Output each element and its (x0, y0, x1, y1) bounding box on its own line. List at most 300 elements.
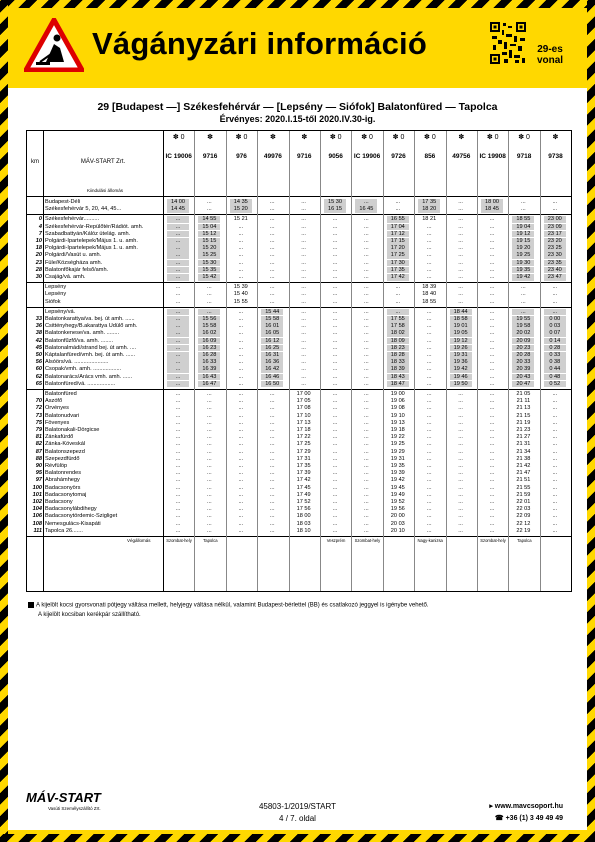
time-cell: ... (269, 252, 275, 259)
time-cell: ... (269, 448, 275, 455)
train-service-icons: ✽ 0 (392, 134, 405, 141)
time-cell: ... (489, 484, 495, 491)
time-cell: ... (458, 259, 463, 266)
time-cell: ... (207, 427, 212, 433)
time-cell: ... (301, 259, 306, 266)
table-row (27, 238, 571, 245)
time-cell: ... (238, 238, 244, 244)
time-cell: ... (458, 520, 463, 527)
time-cell: ... (238, 520, 244, 527)
time-cell: 17 39 (296, 470, 311, 477)
time-cell: ... (364, 337, 369, 344)
time-cell: ... (238, 359, 244, 366)
table-row (27, 316, 571, 323)
station-name: Székesfehérvár.......... (45, 216, 100, 223)
table-row (27, 284, 571, 291)
time-cell: ... (458, 298, 463, 305)
time-cell: ... (167, 216, 189, 223)
page-number: 4 / 7. oldal (279, 814, 316, 823)
time-cell: ... (238, 412, 244, 419)
time-cell: ... (489, 230, 495, 237)
time-cell: ... (364, 527, 369, 534)
time-cell: ... (489, 513, 495, 520)
time-cell: ... (364, 216, 369, 223)
time-cell: 15 21 (233, 216, 248, 223)
km-cell: 111 (33, 527, 42, 534)
time-cell: ... (175, 284, 181, 291)
km-cell: 28 (35, 266, 42, 273)
time-cell: 21 19 (516, 419, 531, 426)
time-cell: ... (207, 520, 212, 527)
time-cell: ... (364, 398, 369, 405)
time-cell: ... (175, 441, 181, 448)
time-cell: ... (395, 284, 401, 291)
time-cell: 15 39 (233, 284, 248, 291)
time-cell: 21 13 (516, 405, 531, 412)
time-cell: ... (364, 484, 369, 491)
time-cell: ... (364, 491, 369, 498)
time-cell: ... (332, 373, 338, 380)
time-cell: ... (458, 463, 463, 469)
station-name: Budapest-Déli (45, 199, 81, 205)
station-name: Badacsonytomaj (45, 491, 87, 498)
time-cell: ... (167, 238, 189, 245)
time-cell: 0 28 (544, 345, 566, 352)
station-name: Badacsony (45, 499, 73, 505)
time-cell: 21 42 (516, 463, 531, 469)
table-row (27, 381, 571, 388)
time-cell: ... (238, 259, 244, 266)
time-cell: ... (167, 381, 189, 388)
time-cell: 19 30 (512, 260, 534, 267)
time-cell: ... (489, 463, 495, 469)
time-cell: 22 03 (516, 506, 531, 513)
station-name: Káptalanfüred/vmh. bej. út amh. ...... (45, 352, 136, 358)
time-cell: ... (489, 366, 495, 373)
time-cell: ... (355, 199, 377, 206)
time-cell: ... (489, 298, 495, 305)
table-row (27, 398, 571, 405)
time-cell: 22 12 (516, 520, 531, 527)
time-cell: 17 25 (387, 252, 409, 259)
table-row (27, 224, 571, 231)
time-cell: ... (332, 520, 338, 527)
train-service-icons: ✽ (269, 134, 276, 141)
line-word: vonal (536, 55, 564, 66)
time-cell: ... (175, 291, 181, 298)
time-cell: 16 31 (261, 352, 283, 359)
time-cell: 17 58 (387, 323, 409, 330)
time-cell: ... (167, 260, 189, 267)
km-cell: 72 (35, 405, 42, 412)
time-cell: ... (269, 463, 275, 469)
km-cell: 106 (32, 513, 42, 520)
time-cell: ... (458, 506, 463, 513)
time-cell: 19 18 (390, 427, 405, 433)
km-cell: 0 (38, 216, 42, 223)
time-cell: 17 45 (296, 484, 311, 491)
time-cell: ... (489, 427, 495, 433)
time-cell: ... (364, 506, 369, 513)
time-cell: ... (426, 352, 432, 358)
time-cell: 23 47 (544, 274, 566, 281)
table-row (27, 359, 571, 366)
table-row (27, 206, 571, 213)
time-cell: ... (207, 491, 212, 498)
column-divider (320, 131, 321, 591)
time-cell: 23 40 (544, 267, 566, 274)
time-cell: ... (175, 398, 181, 405)
table-row (27, 391, 571, 398)
time-cell: ... (207, 499, 212, 505)
time-cell: ... (269, 484, 275, 491)
logo-subtitle: Vasúti Személyszállító Zrt. (48, 806, 101, 811)
time-cell: 15 15 (198, 238, 220, 245)
time-cell: ... (552, 427, 558, 433)
time-cell: ... (269, 412, 275, 419)
time-cell: ... (238, 316, 244, 322)
time-cell: ... (207, 463, 212, 469)
time-cell: ... (489, 477, 495, 484)
time-cell: ... (552, 412, 558, 419)
time-cell: ... (175, 477, 181, 484)
time-cell: ... (489, 499, 495, 505)
time-cell: ... (395, 298, 401, 305)
time-cell: ... (458, 491, 463, 498)
km-cell: 101 (32, 491, 42, 498)
time-cell: ... (332, 405, 338, 412)
time-cell: 20 00 (390, 513, 405, 520)
station-name: Polgárdi-Ipartelepek/Május 1. u. amh. (45, 238, 138, 244)
time-cell: ... (426, 427, 432, 433)
time-cell: ... (238, 427, 244, 433)
time-cell: 17 12 (387, 231, 409, 238)
time-cell: 19 35 (512, 267, 534, 274)
time-cell: ... (207, 199, 212, 205)
time-cell: ... (238, 506, 244, 513)
time-cell: ... (458, 427, 463, 433)
time-cell: ... (489, 252, 495, 259)
time-cell: ... (332, 477, 338, 484)
time-cell: ... (301, 352, 306, 358)
station-name: Balatonfűzfő/va. amh. ........ (45, 337, 114, 344)
time-cell: ... (426, 308, 432, 315)
time-cell: ... (175, 527, 181, 534)
time-cell: 17 55 (387, 316, 409, 323)
time-cell: 18 23 (387, 345, 409, 352)
website-link[interactable]: ▸ www.mavcsoport.hu (489, 803, 563, 810)
time-cell: 17 29 (296, 448, 311, 455)
table-row (27, 528, 571, 535)
time-cell: ... (552, 199, 558, 205)
column-divider (446, 131, 447, 591)
time-cell: 14 55 (198, 216, 220, 223)
time-cell: ... (301, 359, 306, 366)
time-cell: ... (269, 284, 275, 291)
km-cell: 23 (35, 259, 42, 266)
time-cell: ... (207, 434, 212, 441)
station-name: Badacsonylábdihegy (45, 506, 97, 513)
station-name: Lepsény (45, 284, 67, 291)
time-cell: ... (207, 527, 212, 534)
train-number: 856 (424, 153, 436, 160)
km-column-header: km (31, 159, 39, 165)
time-cell: ... (364, 366, 369, 373)
time-cell: ... (238, 527, 244, 534)
time-cell: ... (238, 252, 244, 259)
time-cell: 21 59 (516, 491, 531, 498)
time-cell: 19 36 (450, 359, 472, 366)
station-name: Balatonfőkajár felső/amh. (45, 266, 109, 273)
time-cell: ... (489, 337, 495, 344)
end-station-row (27, 538, 571, 550)
time-cell: 20 33 (512, 359, 534, 366)
train-number: IC 19908 (479, 153, 506, 160)
qr-code-icon (490, 22, 526, 64)
time-cell: ... (458, 484, 463, 491)
time-cell: ... (167, 274, 189, 281)
time-cell: ... (364, 441, 369, 448)
km-cell: 60 (35, 366, 42, 373)
km-cell: 62 (35, 373, 42, 380)
time-cell: 19 04 (512, 224, 534, 231)
time-cell: 16 02 (198, 330, 220, 337)
time-cell: 15 30 (324, 199, 346, 206)
time-cell: ... (301, 274, 306, 280)
timetable-header (27, 131, 571, 197)
km-cell: 108 (32, 520, 42, 527)
time-cell: 0 00 (544, 316, 566, 323)
time-cell: 17 25 (296, 441, 311, 448)
time-cell: ... (238, 477, 244, 484)
warning-stripe-left (0, 0, 8, 842)
table-row (27, 470, 571, 477)
station-name: Lepsény (45, 291, 67, 298)
time-cell: ... (167, 252, 189, 259)
time-cell: 19 08 (390, 405, 405, 412)
km-cell: 81 (35, 434, 42, 441)
time-cell: ... (426, 323, 432, 330)
origin-note: Kiindulási állomás (87, 188, 124, 193)
time-cell: 15 12 (198, 231, 220, 238)
time-cell: 15 58 (198, 323, 220, 330)
time-cell: ... (426, 245, 432, 252)
time-cell: ... (269, 470, 275, 477)
train-service-icons: ✽ 0 (361, 134, 373, 141)
time-cell: 19 22 (390, 434, 405, 441)
time-cell: ... (489, 520, 495, 527)
table-row (27, 267, 571, 274)
time-cell: ... (426, 366, 432, 373)
time-cell: ... (552, 405, 558, 412)
time-cell: ... (512, 309, 534, 316)
station-name: Alsóörs/vá. ...................... (45, 359, 109, 366)
time-cell: ... (332, 427, 338, 433)
km-cell: 65 (35, 380, 42, 387)
time-cell: ... (364, 352, 369, 358)
time-cell: ... (269, 216, 275, 223)
station-column-header: MÁV-START Zrt. (80, 159, 126, 165)
km-cell: 104 (32, 506, 42, 513)
table-row (27, 374, 571, 381)
column-divider (414, 131, 415, 591)
time-cell: ... (458, 199, 463, 205)
time-cell: 18 09 (387, 338, 409, 345)
table-row (27, 405, 571, 412)
time-cell: ... (364, 434, 369, 441)
time-cell: ... (364, 223, 369, 230)
km-cell: 56 (35, 359, 42, 366)
station-name: Balatonkarattya/va. bej. út amh. ...... (45, 316, 135, 322)
time-cell: ... (269, 259, 275, 266)
time-cell: ... (175, 470, 181, 477)
time-cell: ... (238, 513, 244, 520)
time-cell: ... (332, 463, 338, 469)
time-cell: ... (175, 419, 181, 426)
time-cell: 19 45 (390, 484, 405, 491)
time-cell: 18 55 (422, 298, 437, 305)
time-cell: ... (269, 245, 275, 252)
time-cell: ... (426, 380, 432, 387)
time-cell: ... (426, 223, 432, 230)
time-cell: 18 39 (422, 284, 437, 291)
warning-stripe-bottom (0, 834, 595, 842)
time-cell: ... (238, 405, 244, 412)
time-cell: 0 38 (544, 359, 566, 366)
time-cell: ... (301, 291, 306, 298)
km-cell: 42 (35, 337, 42, 344)
time-cell: ... (301, 206, 306, 213)
time-cell: ... (175, 506, 181, 513)
train-number: 9718 (516, 153, 532, 160)
time-cell: 15 20 (198, 245, 220, 252)
time-cell: ... (332, 359, 338, 366)
time-cell: ... (269, 223, 275, 230)
train-column-header (257, 131, 288, 197)
time-cell: ... (552, 291, 558, 298)
time-cell: ... (364, 419, 369, 426)
time-cell: ... (332, 284, 338, 291)
table-row (27, 456, 571, 463)
time-cell: ... (387, 309, 409, 316)
time-cell: ... (364, 499, 369, 505)
table-row (27, 427, 571, 434)
time-cell: ... (207, 470, 212, 477)
time-cell: ... (301, 245, 306, 252)
time-cell: ... (207, 291, 212, 298)
time-cell: ... (489, 291, 495, 298)
station-name: Szepezdfürdő (45, 455, 80, 462)
time-cell: 17 30 (387, 260, 409, 267)
station-name: Balatonrendes (45, 470, 82, 477)
time-cell: ... (489, 316, 495, 322)
time-cell: ... (489, 266, 495, 273)
time-cell: 18 00 (481, 199, 503, 206)
time-cell: 19 50 (450, 381, 472, 388)
time-cell: ... (175, 484, 181, 491)
station-name: Örvényes (45, 405, 69, 412)
time-cell: ... (458, 477, 463, 484)
warning-stripe-top (0, 0, 595, 8)
table-row (27, 441, 571, 448)
time-cell: ... (332, 298, 338, 305)
km-cell: 73 (35, 412, 42, 419)
station-name: Székesfehérvár-Repülőtér/Rádiót. amh. (45, 223, 144, 230)
train-column-header (289, 131, 320, 197)
section-divider (27, 307, 571, 308)
time-cell: ... (489, 470, 495, 477)
time-cell: 19 42 (390, 477, 405, 484)
time-cell: 14 00 (167, 199, 189, 206)
time-cell: ... (301, 330, 306, 337)
time-cell: ... (238, 266, 244, 273)
time-cell: 16 42 (261, 366, 283, 373)
train-service-icons: ✽ (207, 134, 214, 141)
time-cell: 19 06 (390, 398, 405, 405)
time-cell: ... (207, 477, 212, 484)
time-cell: 19 42 (450, 366, 472, 373)
table-row (27, 352, 571, 359)
time-cell: ... (552, 441, 558, 448)
time-cell: ... (301, 344, 306, 351)
column-divider (163, 131, 164, 591)
note-2: A kijelölt kocsiban kerékpár szállítható. (38, 612, 141, 618)
time-cell: ... (489, 344, 495, 351)
time-cell: 15 20 (230, 206, 252, 213)
time-cell: 18 10 (296, 527, 311, 534)
time-cell: ... (167, 316, 189, 323)
time-cell: ... (552, 398, 558, 405)
time-cell: 17 35 (296, 463, 311, 469)
train-number: 976 (236, 153, 247, 160)
time-cell: ... (426, 448, 432, 455)
time-cell: 0 44 (544, 366, 566, 373)
time-cell: ... (489, 491, 495, 498)
time-cell: 16 36 (261, 359, 283, 366)
time-cell: ... (458, 455, 463, 462)
table-row (27, 330, 571, 337)
time-cell: ... (238, 308, 244, 315)
time-cell: ... (175, 455, 181, 462)
station-name: Révfülöp (45, 463, 68, 469)
time-cell: ... (167, 359, 189, 366)
time-cell: ... (426, 398, 432, 405)
time-cell: 19 12 (512, 231, 534, 238)
time-cell: ... (489, 441, 495, 448)
station-name: Badacsonytördemic-Szigliget (45, 513, 118, 520)
time-cell: ... (489, 380, 495, 387)
train-service-icons: ✽ (458, 134, 465, 141)
time-cell: 17 20 (387, 245, 409, 252)
time-cell: ... (426, 259, 432, 266)
time-cell: 16 23 (198, 345, 220, 352)
time-cell: ... (167, 330, 189, 337)
km-cell: 82 (35, 441, 42, 448)
table-row (27, 245, 571, 252)
table-row (27, 449, 571, 456)
time-cell: ... (489, 274, 495, 280)
time-cell: ... (269, 266, 275, 273)
time-cell: 17 52 (296, 499, 311, 505)
table-row (27, 521, 571, 528)
time-cell: ... (489, 352, 495, 358)
time-cell: ... (238, 499, 244, 505)
column-divider (351, 131, 352, 591)
time-cell: ... (301, 380, 306, 387)
time-cell: 20 28 (512, 352, 534, 359)
time-cell: ... (269, 238, 275, 244)
time-cell: ... (364, 391, 369, 397)
